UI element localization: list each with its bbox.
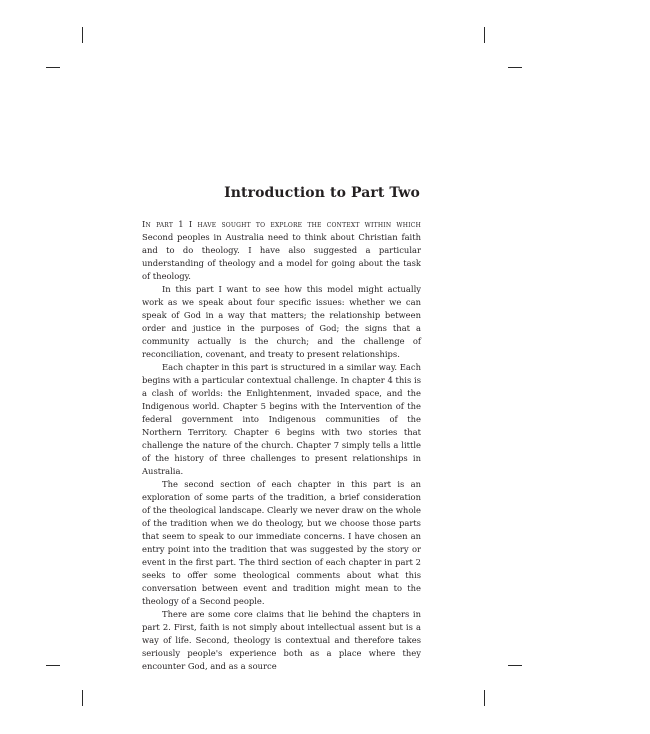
crop-mark-left-upper bbox=[46, 67, 60, 68]
paragraph-3: Each chapter in this part is structured in a similar way. Each begins with a particular contextual challenge. In chapter 4 this is a clash of worlds: the Enlightenment, invaded space, and the Indigenous world. Chapter 5 begins with the Intervention of the federal government into Indigenous communities of the Northern Territory. Chapter 6 begins with two stories that challenge the nature of the church. Chapter 7 simply tells a little of the history of three challenges to present relationships in Australia. bbox=[142, 362, 421, 476]
crop-mark-left-lower bbox=[46, 665, 60, 666]
chapter-title: Introduction to Part Two bbox=[224, 185, 420, 202]
paragraph-5: There are some core claims that lie behind the chapters in part 2. First, faith is not simply about intellectual assent but is a way of life. Second, theology is contextual and therefore takes seriously people's experience both as a place where they encounter God, and as a source bbox=[142, 609, 421, 671]
crop-mark-top-left bbox=[82, 27, 83, 43]
crop-mark-bottom-right bbox=[484, 690, 485, 706]
opening-small-caps: In part 1 I have sought to explore the context within which bbox=[142, 219, 421, 229]
crop-mark-right-lower bbox=[508, 665, 522, 666]
paragraph-1-rest: Second peoples in Australia need to think about Christian faith and to do theology. I have also suggested a particular understanding of theology and a model for going about the task of theology. bbox=[142, 232, 421, 281]
paragraph-1 bbox=[142, 218, 421, 283]
crop-mark-top-right bbox=[484, 27, 485, 43]
paragraph-2: In this part I want to see how this model might actually work as we speak about four specific issues: whether we can speak of God in a way that matters; the relationship between order and justice in the purposes of God; the signs that a community actually is the church; and the challenge of reconciliation, covenant, and treaty to present relationships. bbox=[142, 284, 421, 359]
body-text bbox=[142, 218, 421, 673]
crop-mark-bottom-left bbox=[82, 690, 83, 706]
crop-mark-right-upper bbox=[508, 67, 522, 68]
paragraph-4: The second section of each chapter in this part is an exploration of some parts of the tradition, a brief consideration of the theological landscape. Clearly we never draw on the whole of the tradition when we do theology, but we choose those parts that seem to speak to our immediate concerns. I have chosen an entry point into the tradition that was suggested by the story or event in the first part. The third section of each chapter in part 2 seeks to offer some theological comments about what this conversation between event and tradition might mean to the theology of a Second people. bbox=[142, 479, 421, 606]
